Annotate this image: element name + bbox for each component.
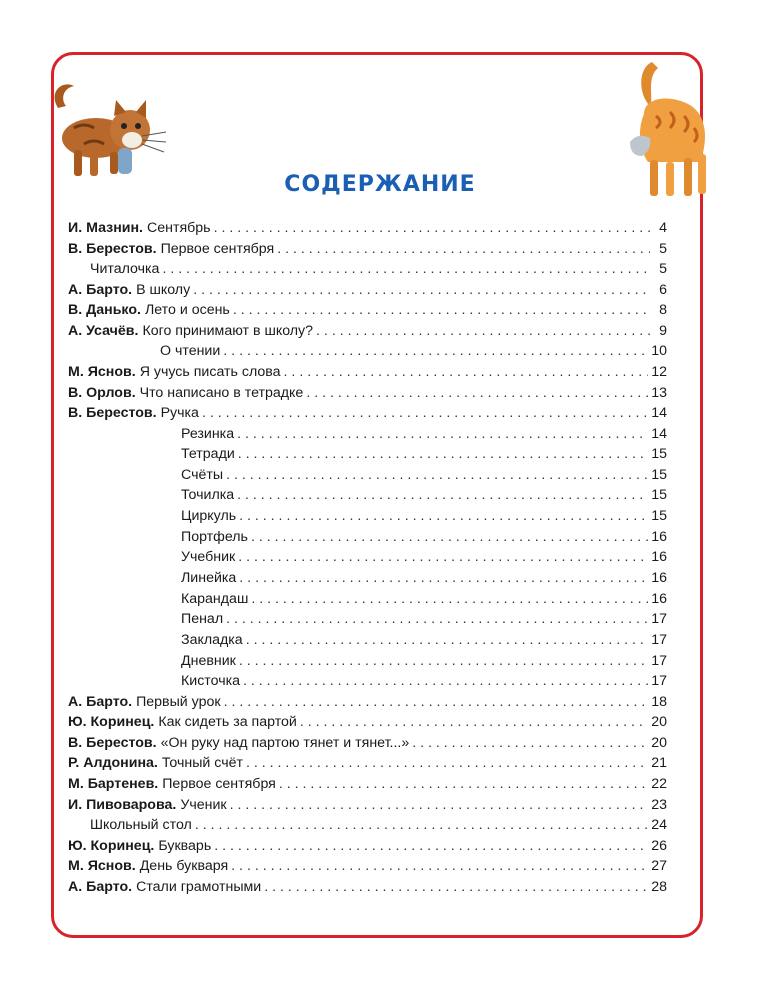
dot-leader: [277, 239, 650, 259]
dot-leader: [284, 362, 649, 382]
toc-row[interactable]: Ю. Коринец. Как сидеть за партой . . . 20: [68, 712, 667, 732]
toc-row[interactable]: Р. Алдонина. Точный счёт . . . 21: [68, 753, 667, 773]
dot-leader: [237, 485, 648, 505]
toc-row[interactable]: И. Мазнин. Сентябрь . . . 4: [68, 218, 667, 238]
dot-leader: [226, 609, 648, 629]
toc-row[interactable]: Дневник . . . 17: [181, 651, 667, 671]
toc-row[interactable]: В. Орлов. Что написано в тетрадке . . . 13: [68, 383, 667, 403]
toc-row[interactable]: Резинка . . . 14: [181, 424, 667, 444]
contents-heading: СОДЕРЖАНИЕ: [284, 172, 476, 197]
toc-row[interactable]: Счёты . . . 15: [181, 465, 667, 485]
toc-row[interactable]: Тетради . . . 15: [181, 444, 667, 464]
toc-row[interactable]: М. Яснов. Я учусь писать слова . . . 12: [68, 362, 667, 382]
toc-row[interactable]: И. Пивоварова. Ученик . . . 23: [68, 795, 667, 815]
dot-leader: [251, 527, 648, 547]
toc-row[interactable]: О чтении . . . 10: [160, 341, 667, 361]
toc-row[interactable]: А. Барто. Первый урок . . . 18: [68, 692, 667, 712]
toc-row[interactable]: А. Барто. В школу . . . 6: [68, 280, 667, 300]
dot-leader: [224, 692, 649, 712]
toc-row[interactable]: Циркуль . . . 15: [181, 506, 667, 526]
dot-leader: [251, 589, 648, 609]
toc-row[interactable]: Карандаш . . . 16: [181, 589, 667, 609]
dot-leader: [306, 383, 648, 403]
dot-leader: [193, 280, 650, 300]
toc-row[interactable]: Портфель . . . 16: [181, 527, 667, 547]
toc-row[interactable]: Кисточка . . . 17: [181, 671, 667, 691]
toc-row[interactable]: М. Бартенев. Первое сентября . . . 22: [68, 774, 667, 794]
dot-leader: [223, 341, 648, 361]
toc-row[interactable]: Точилка . . . 15: [181, 485, 667, 505]
dot-leader: [237, 424, 648, 444]
dot-leader: [239, 568, 648, 588]
toc-row[interactable]: А. Усачёв. Кого принимают в школу? . . . 9: [68, 321, 667, 341]
dot-leader: [230, 795, 649, 815]
toc-row[interactable]: Учебник . . . 16: [181, 547, 667, 567]
dot-leader: [231, 856, 648, 876]
dot-leader: [243, 671, 648, 691]
toc-row[interactable]: Читалочка . . . 5: [90, 259, 667, 279]
dot-leader: [264, 877, 648, 897]
toc-row[interactable]: Закладка . . . 17: [181, 630, 667, 650]
dot-leader: [238, 444, 648, 464]
toc-row[interactable]: Ю. Коринец. Букварь . . . 26: [68, 836, 667, 856]
dot-leader: [162, 259, 650, 279]
dot-leader: [279, 774, 648, 794]
toc-row[interactable]: Линейка . . . 16: [181, 568, 667, 588]
toc-row[interactable]: В. Берестов. Первое сентября . . . 5: [68, 239, 667, 259]
dot-leader: [246, 630, 649, 650]
toc-row[interactable]: А. Барто. Стали грамотными . . . 28: [68, 877, 667, 897]
dot-leader: [239, 651, 648, 671]
dot-leader: [202, 403, 648, 423]
toc-row[interactable]: Школьный стол . . . 24: [90, 815, 667, 835]
dot-leader: [238, 547, 648, 567]
dot-leader: [412, 733, 648, 753]
toc-row[interactable]: В. Берестов. «Он руку над партою тянет и тянет...» . . . 20: [68, 733, 667, 753]
dot-leader: [226, 465, 648, 485]
dot-leader: [316, 321, 650, 341]
dot-leader: [246, 753, 648, 773]
dot-leader: [214, 218, 650, 238]
toc-row[interactable]: М. Яснов. День букваря . . . 27: [68, 856, 667, 876]
toc-row[interactable]: В. Данько. Лето и осень . . . 8: [68, 300, 667, 320]
toc-row[interactable]: В. Берестов. Ручка . . . 14: [68, 403, 667, 423]
dot-leader: [300, 712, 648, 732]
dot-leader: [239, 506, 648, 526]
dot-leader: [214, 836, 648, 856]
dot-leader: [233, 300, 650, 320]
dot-leader: [195, 815, 648, 835]
toc-row[interactable]: Пенал . . . 17: [181, 609, 667, 629]
